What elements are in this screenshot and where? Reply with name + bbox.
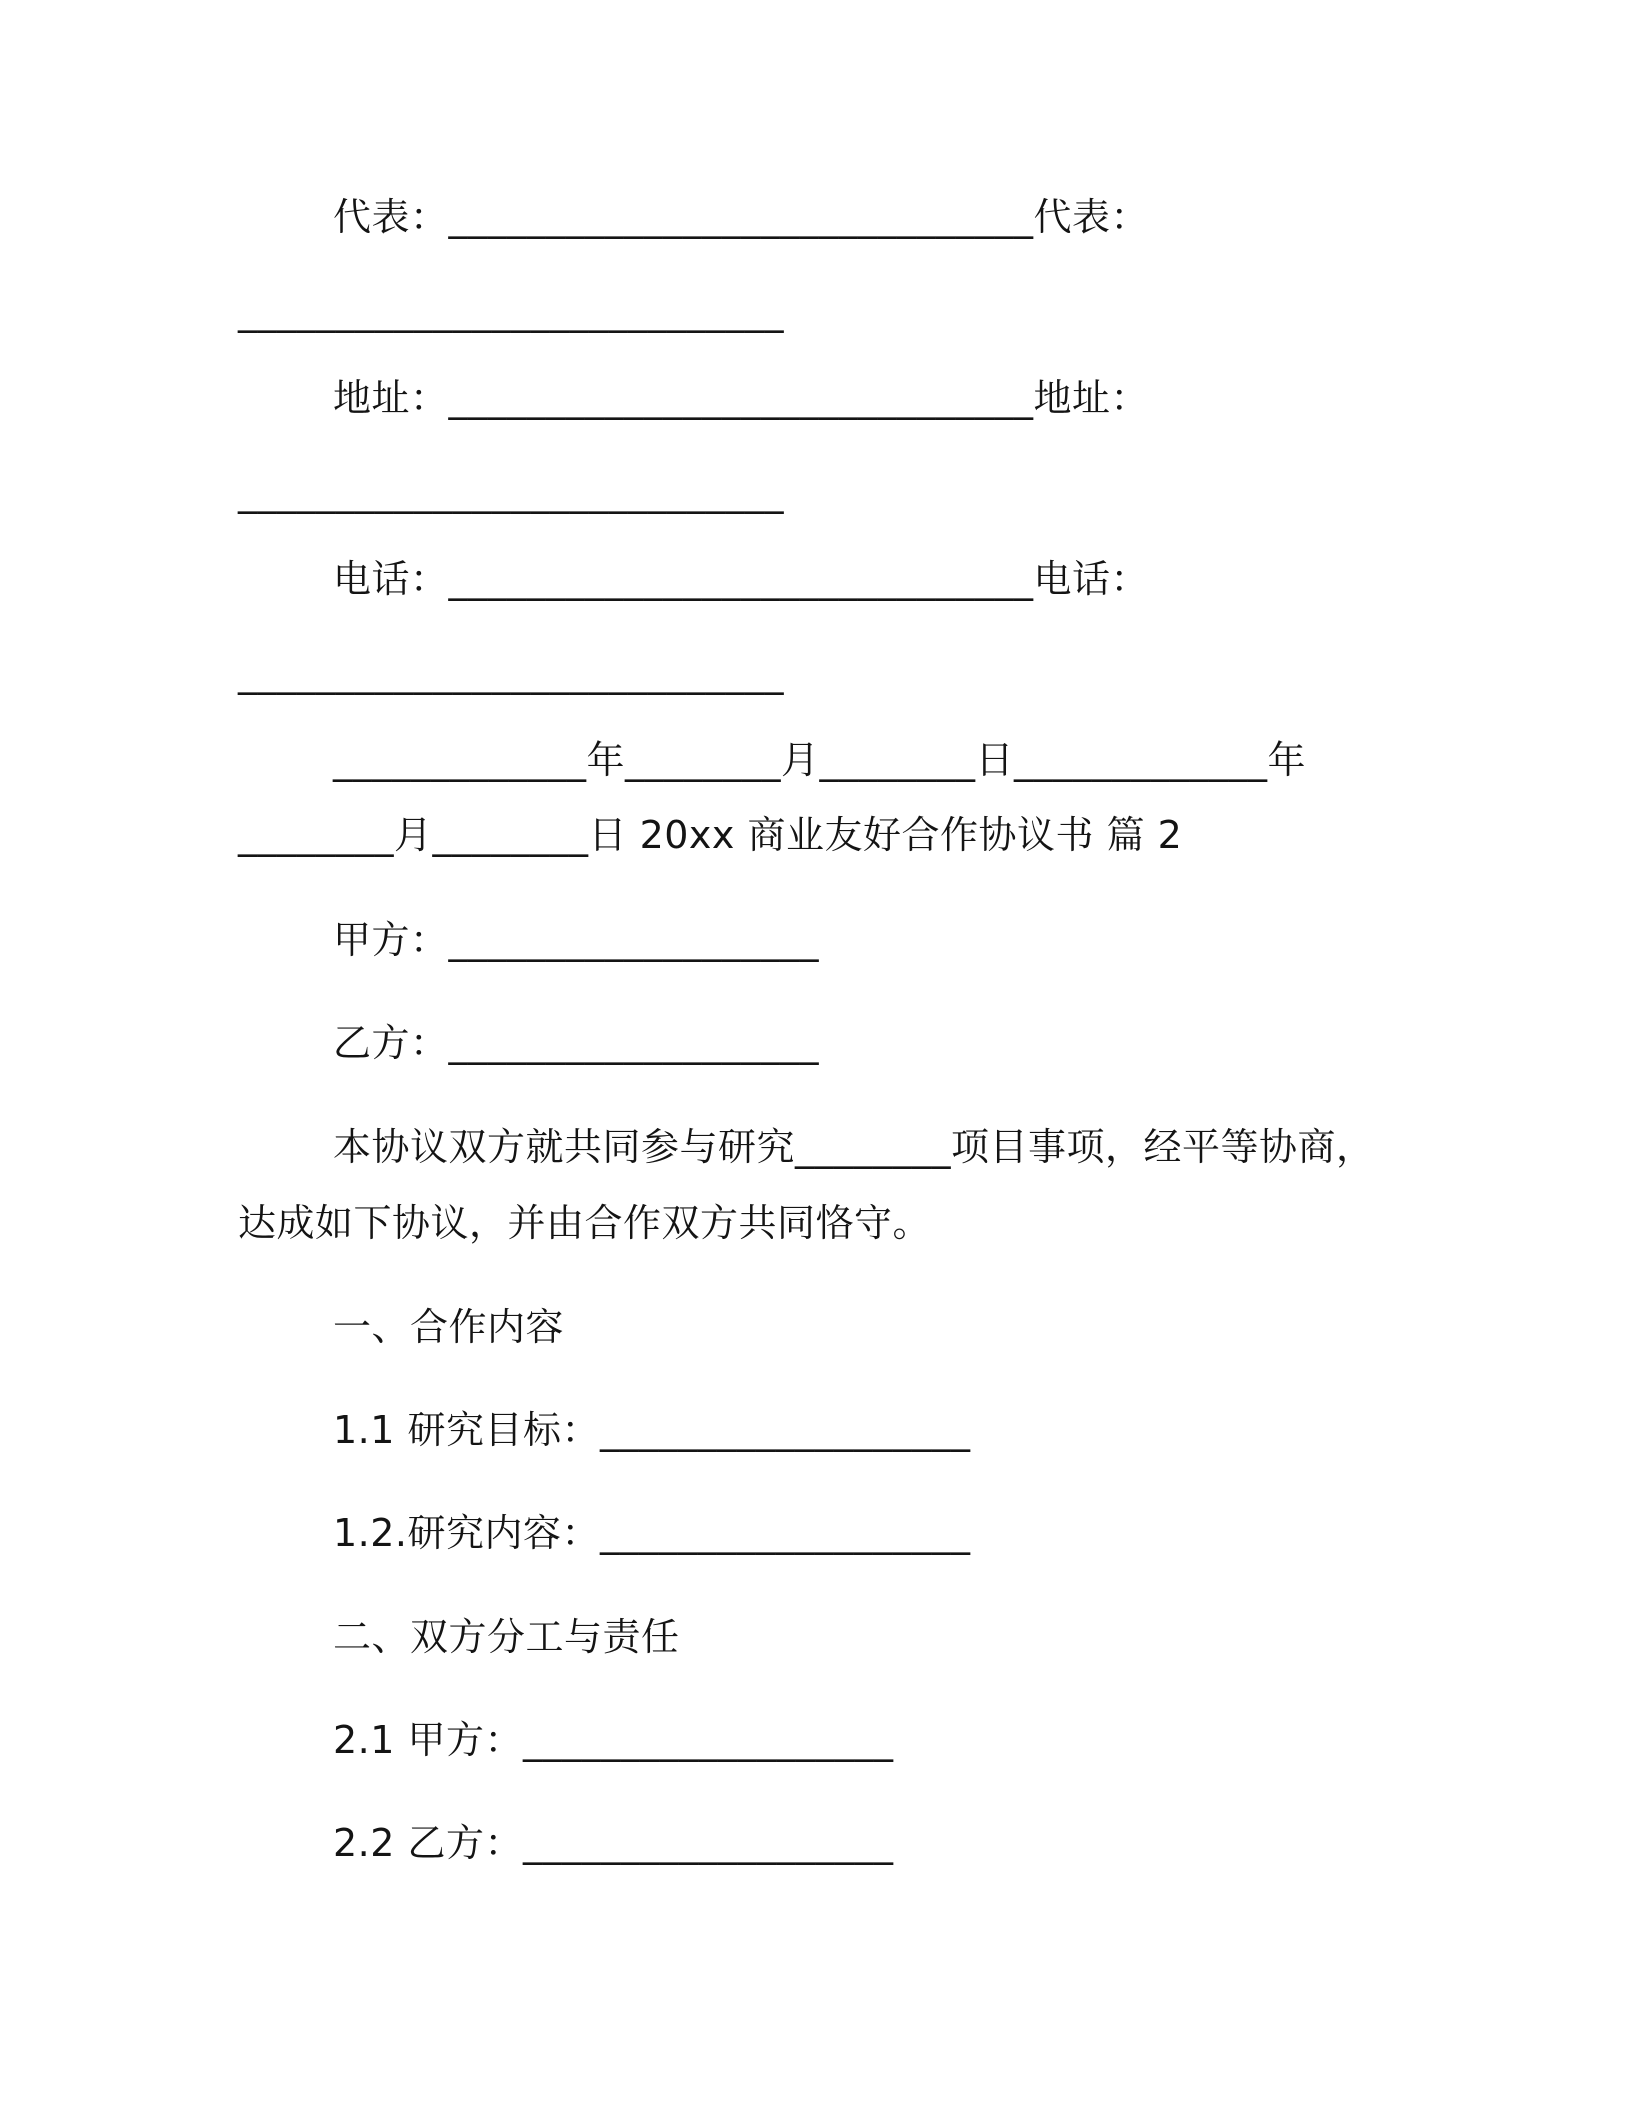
agreement-paragraph: 本协议双方就共同参与研究________项目事项，经平等协商， <box>333 1125 1375 1169</box>
representative-continuation: ____________________________ <box>238 289 784 333</box>
phone-line: 电话：______________________________电话： <box>333 557 1150 601</box>
party-a-duty-line: 2.1 甲方：___________________ <box>333 1718 894 1762</box>
party-b-duty-line: 2.2 乙方：___________________ <box>333 1821 894 1865</box>
section-heading-2: 二、双方分工与责任 <box>333 1615 680 1659</box>
section-heading-1: 一、合作内容 <box>333 1305 565 1349</box>
address-continuation: ____________________________ <box>238 470 784 514</box>
party-a-line: 甲方：___________________ <box>333 918 820 962</box>
phone-continuation: ____________________________ <box>238 651 784 695</box>
research-goal-line: 1.1 研究目标：___________________ <box>333 1408 971 1452</box>
address-line: 地址：______________________________地址： <box>333 376 1150 420</box>
date-continuation-title: ________月________日 20xx 商业友好合作协议书 篇 2 <box>238 813 1183 857</box>
date-line: _____________年________月________日_____________年 <box>333 738 1307 782</box>
representative-line: 代表：______________________________代表： <box>333 195 1150 239</box>
party-b-line: 乙方：___________________ <box>333 1021 820 1065</box>
agreement-paragraph-continuation: 达成如下协议，并由合作双方共同恪守。 <box>238 1201 932 1245</box>
research-content-line: 1.2.研究内容：___________________ <box>333 1511 971 1555</box>
